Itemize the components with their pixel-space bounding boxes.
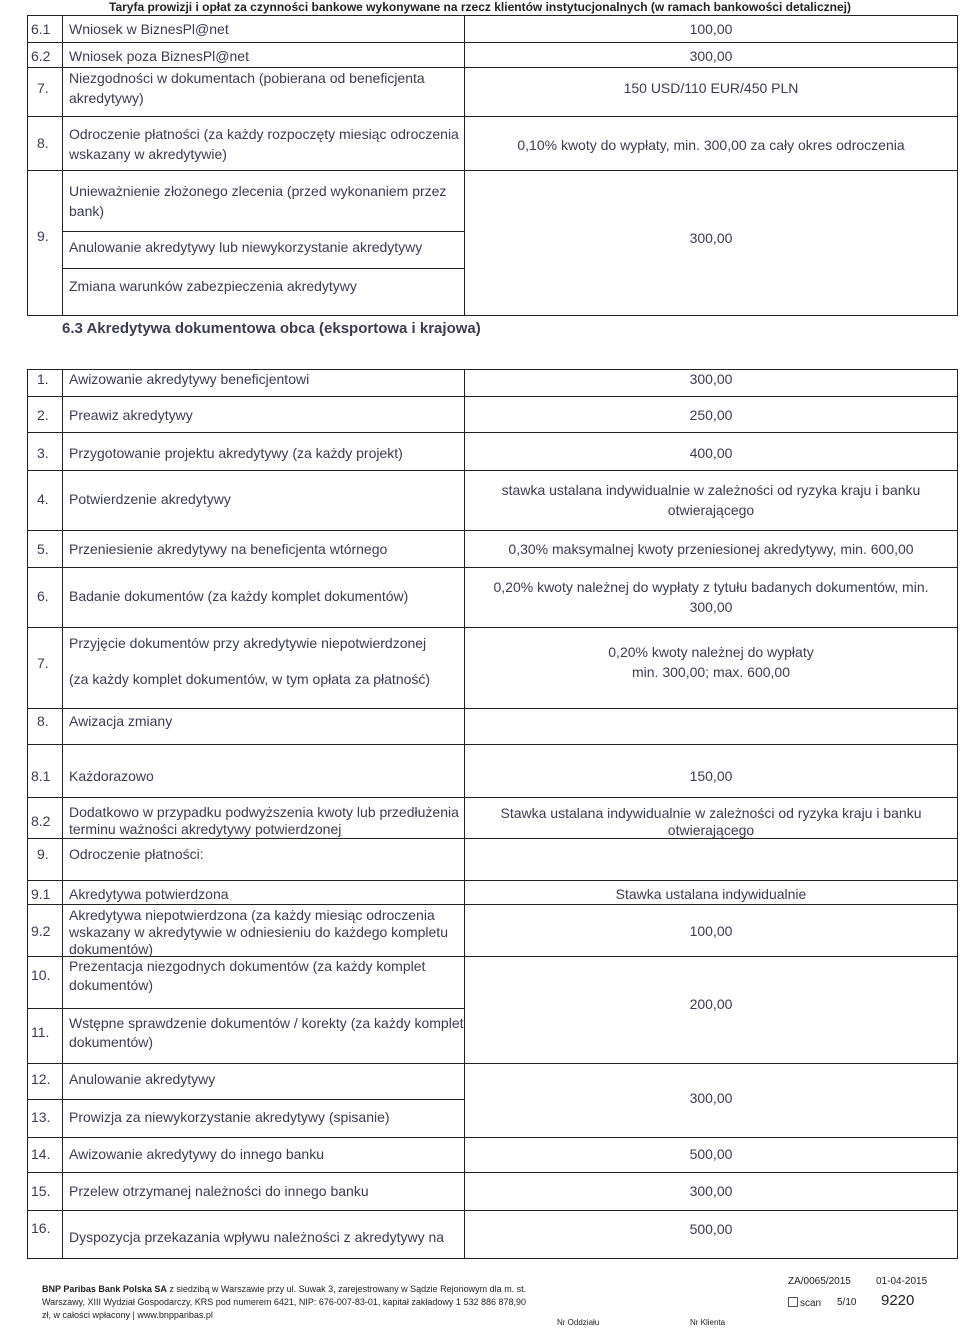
row-number: 15. bbox=[31, 1183, 51, 1199]
row-description: Dodatkowo w przypadku podwyższenia kwoty lub przedłużenia bbox=[69, 804, 459, 820]
row-description: Awizowanie akredytywy do innego banku bbox=[69, 1146, 325, 1162]
row-fee: 0,20% kwoty należnej do wypłaty bbox=[608, 644, 814, 660]
row-fee: 500,00 bbox=[689, 1146, 733, 1162]
row-description: Preawiz akredytywy bbox=[69, 407, 193, 423]
row-number: 8.2 bbox=[31, 813, 51, 829]
row-number: 8. bbox=[37, 713, 49, 729]
row-fee: 300,00 bbox=[689, 48, 733, 64]
nr-oddzialu-label: Nr Oddziału bbox=[557, 1318, 600, 1327]
row-fee: 400,00 bbox=[689, 445, 733, 461]
row-description: dokumentów) bbox=[69, 977, 154, 993]
row-fee: 100,00 bbox=[689, 21, 733, 37]
doc-code: ZA/0065/2015 bbox=[788, 1276, 851, 1287]
row-description: Odroczenie płatności (za każdy rozpoczęty miesiąc odroczenia bbox=[69, 126, 459, 142]
row-fee: 300,00 bbox=[689, 1183, 733, 1199]
row-fee: 250,00 bbox=[689, 407, 733, 423]
row-fee: 200,00 bbox=[689, 996, 733, 1012]
row-description: Wstępne sprawdzenie dokumentów / korekty (za każdy komplet bbox=[69, 1015, 464, 1031]
row-number: 8.1 bbox=[31, 768, 51, 784]
footer-line-3: zł, w całości wpłacony | www.bnpparibas.pl bbox=[42, 1310, 213, 1320]
row-number: 11. bbox=[31, 1024, 50, 1040]
row-fee: min. 300,00; max. 600,00 bbox=[632, 664, 790, 680]
row-fee: Stawka ustalana indywidualnie bbox=[615, 886, 807, 902]
row-number: 1. bbox=[37, 371, 49, 387]
row-fee: 150,00 bbox=[689, 768, 733, 784]
row-number: 2. bbox=[37, 407, 49, 423]
row-fee: 150 USD/110 EUR/450 PLN bbox=[623, 80, 799, 96]
row-number: 6.2 bbox=[31, 48, 51, 64]
row-number: 16. bbox=[31, 1220, 51, 1236]
row-fee: 500,00 bbox=[689, 1221, 733, 1237]
row-description: Każdorazowo bbox=[69, 768, 154, 784]
row-description: Przygotowanie projektu akredytywy (za każdy projekt) bbox=[69, 445, 403, 461]
scan-label: scan bbox=[800, 1298, 822, 1309]
footer-line-1 bbox=[42, 1283, 526, 1296]
row-number: 13. bbox=[31, 1109, 51, 1125]
row-description: Badanie dokumentów (za każdy komplet dokumentów) bbox=[69, 588, 409, 604]
row-description: Anulowanie akredytywy bbox=[69, 1071, 216, 1087]
bank-name: BNP Paribas Bank Polska SA bbox=[42, 1284, 167, 1294]
page-number: 5/10 bbox=[837, 1297, 857, 1308]
row-fee: 300,00 bbox=[689, 1090, 733, 1106]
row-description: Prezentacja niezgodnych dokumentów (za każdy komplet bbox=[69, 958, 426, 974]
row-fee: Stawka ustalana indywidualnie w zależności od ryzyka kraju i banku bbox=[500, 805, 922, 821]
row-number: 12. bbox=[31, 1071, 51, 1087]
row-number: 8. bbox=[37, 135, 49, 151]
row-description: dokumentów) bbox=[69, 941, 154, 957]
row-description: Przeniesienie akredytywy na beneficjenta wtórnego bbox=[69, 541, 388, 557]
row-description: Potwierdzenie akredytywy bbox=[69, 491, 231, 507]
row-fee: 0,30% maksymalnej kwoty przeniesionej akredytywy, min. 600,00 bbox=[508, 541, 914, 557]
row-description: Awizowanie akredytywy beneficjentowi bbox=[69, 371, 310, 387]
row-description: Awizacja zmiany bbox=[69, 713, 173, 729]
row-description: Akredytywa niepotwierdzona (za każdy miesiąc odroczenia bbox=[69, 907, 435, 923]
row-description: akredytywy) bbox=[69, 90, 144, 106]
row-number: 10. bbox=[31, 967, 51, 983]
row-description: Przelew otrzymanej należności do innego banku bbox=[69, 1183, 369, 1199]
row-description: bank) bbox=[69, 203, 105, 219]
row-number: 3. bbox=[37, 445, 49, 461]
row-number: 7. bbox=[37, 655, 49, 671]
scan-field bbox=[788, 1297, 821, 1309]
row-description: Niezgodności w dokumentach (pobierana od beneficjenta bbox=[69, 70, 425, 86]
document-header: Taryfa prowizji i opłat za czynności bankowe wykonywane na rzecz klientów instytucjonalnych (w ramach bankowości detalicznej) bbox=[109, 0, 851, 14]
row-number: 4. bbox=[37, 491, 49, 507]
row-description: wskazany w akredytywie w odniesieniu do każdego kompletu bbox=[69, 924, 448, 940]
row-number: 6. bbox=[37, 588, 49, 604]
row-description: Odroczenie płatności: bbox=[69, 846, 204, 862]
nr-klienta-label: Nr Klienta bbox=[690, 1318, 726, 1327]
row-description: Dyspozycja przekazania wpływu należności z akredytywy na bbox=[69, 1229, 445, 1245]
row-fee: 300,00 bbox=[689, 371, 733, 387]
checkbox-icon bbox=[788, 1297, 798, 1307]
section-title: 6.3 Akredytywa dokumentowa obca (eksportowa i krajowa) bbox=[62, 320, 481, 337]
row-fee: otwierającego bbox=[667, 822, 755, 838]
row-fee: 300,00 bbox=[689, 230, 733, 246]
row-fee: otwierającego bbox=[667, 502, 755, 518]
doc-date: 01-04-2015 bbox=[876, 1276, 928, 1287]
row-number: 9. bbox=[37, 228, 49, 244]
row-description: Unieważnienie złożonego zlecenia (przed wykonaniem przez bbox=[69, 183, 447, 199]
row-description: Akredytywa potwierdzona bbox=[69, 886, 229, 902]
row-number: 6.1 bbox=[31, 21, 51, 37]
row-number: 9. bbox=[37, 846, 49, 862]
row-description: dokumentów) bbox=[69, 1034, 154, 1050]
row-description: Zmiana warunków zabezpieczenia akredytywy bbox=[69, 278, 357, 294]
row-number: 14. bbox=[31, 1146, 51, 1162]
row-description: Prowizja za niewykorzystanie akredytywy (spisanie) bbox=[69, 1109, 390, 1125]
row-description: Anulowanie akredytywy lub niewykorzystanie akredytywy bbox=[69, 239, 423, 255]
row-number: 7. bbox=[37, 80, 49, 96]
row-description: Przyjęcie dokumentów przy akredytywie niepotwierdzonej bbox=[69, 635, 427, 651]
row-number: 5. bbox=[37, 541, 49, 557]
row-description: terminu ważności akredytywy potwierdzonej bbox=[69, 821, 342, 837]
row-fee: 100,00 bbox=[689, 923, 733, 939]
row-description: wskazany w akredytywie) bbox=[69, 146, 227, 162]
row-number: 9.2 bbox=[31, 923, 51, 939]
row-description: (za każdy komplet dokumentów, w tym opłata za płatność) bbox=[69, 671, 431, 687]
row-fee: 0,20% kwoty należnej do wypłaty z tytułu badanych dokumentów, min. bbox=[493, 579, 929, 595]
row-fee: stawka ustalana indywidualnie w zależności od ryzyka kraju i banku bbox=[501, 482, 921, 498]
row-fee: 0,10% kwoty do wypłaty, min. 300,00 za cały okres odroczenia bbox=[517, 137, 905, 153]
row-number: 9.1 bbox=[31, 886, 51, 902]
row-description: Wniosek w BiznesPl@net bbox=[69, 21, 229, 37]
doc-number: 9220 bbox=[881, 1292, 915, 1309]
row-description: Wniosek poza BiznesPl@net bbox=[69, 48, 249, 64]
row-fee: 300,00 bbox=[689, 599, 733, 615]
footer-line-2: Warszawy, XIII Wydział Gospodarczy, KRS pod numerem 6421, NIP: 676-007-83-01, kapitał zakładowy 1 532 886 878,90 bbox=[42, 1297, 527, 1307]
footer-text: z siedzibą w Warszawie przy ul. Suwak 3, zarejestrowany w Sądzie Rejonowym dla m. st. bbox=[166, 1284, 527, 1294]
